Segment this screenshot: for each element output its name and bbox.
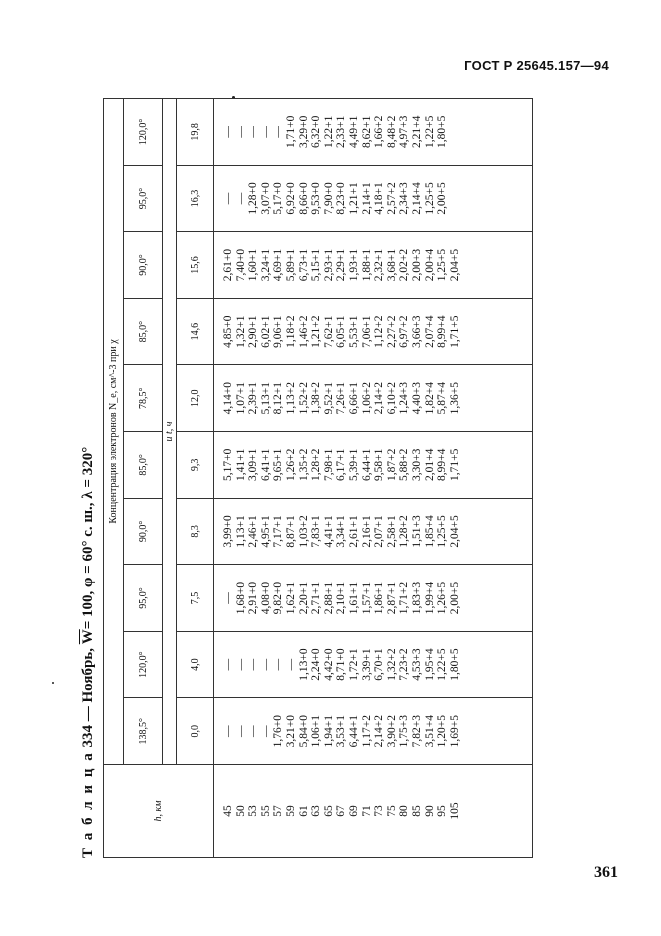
data-value: 2,46+1 <box>247 515 260 548</box>
data-value: 1,41+1 <box>234 448 247 482</box>
electron-concentration-table <box>103 98 533 858</box>
t-subheader: и t, ч <box>163 99 177 765</box>
data-value: — <box>234 725 247 737</box>
h-value: 65 <box>322 805 335 817</box>
data-value: 2,58+1 <box>385 515 398 548</box>
data-value: 1,82+4 <box>423 382 436 415</box>
data-value: — <box>222 126 234 138</box>
data-value: 1,69+5 <box>448 715 461 748</box>
h-value: 71 <box>360 805 373 817</box>
data-value: 1,13+2 <box>284 382 297 415</box>
t-header-cell: 8,3 <box>177 498 214 565</box>
data-value: 1,12+2 <box>373 315 386 348</box>
data-value: 1,28+2 <box>310 448 323 482</box>
data-value: 1,17+2 <box>360 715 373 748</box>
data-value: 2,14+1 <box>360 182 373 215</box>
data-value: 1,80+5 <box>436 115 449 149</box>
document-header: ГОСТ Р 25645.157—94 <box>464 58 609 73</box>
data-value: 3,53+1 <box>335 715 348 748</box>
data-value: — <box>259 725 272 737</box>
data-value: 2,00+5 <box>448 581 461 615</box>
data-value: 1,60+1 <box>247 248 260 282</box>
data-value: 2,71+1 <box>310 581 323 615</box>
h-value: 50 <box>234 805 247 817</box>
data-value: — <box>222 725 234 737</box>
data-value: 3,99+0 <box>222 515 234 548</box>
data-value: — <box>234 192 247 205</box>
data-value: 1,87+2 <box>385 448 398 482</box>
data-value: 2,88+1 <box>322 581 335 615</box>
data-value: 2,93+1 <box>322 248 335 282</box>
h-value: 61 <box>297 805 310 817</box>
data-value: 1,51+3 <box>410 515 423 548</box>
data-value: 4,69+1 <box>272 248 285 282</box>
data-column-cell <box>214 99 533 166</box>
data-value: 1,61+1 <box>347 581 360 615</box>
h-value: 73 <box>373 805 386 817</box>
data-value: 3,90+2 <box>385 715 398 748</box>
data-value: 2,04+5 <box>448 248 461 282</box>
h-value: 80 <box>398 805 411 817</box>
data-value: 1,85+4 <box>423 515 436 548</box>
data-value: 5,53+1 <box>347 315 360 348</box>
data-value: 1,26+2 <box>284 448 297 482</box>
chi-header-cell: 95,0° <box>124 565 163 632</box>
data-value: 7,62+1 <box>322 315 335 348</box>
data-value: 6,44+1 <box>347 715 360 748</box>
data-value: 1,25+5 <box>436 248 449 282</box>
data-value: 1,32+1 <box>234 315 247 348</box>
data-value: 1,95+4 <box>423 648 436 681</box>
data-value: 1,22+5 <box>436 648 449 681</box>
data-value: 6,92+0 <box>284 182 297 215</box>
data-value: — <box>247 658 260 671</box>
data-value: 5,13+1 <box>259 382 272 415</box>
data-value: 6,02+1 <box>259 315 272 348</box>
h-value: 63 <box>310 805 323 817</box>
data-value: 8,23+0 <box>335 182 348 215</box>
data-value: 7,40+0 <box>234 248 247 282</box>
data-value: 2,10+1 <box>335 581 348 615</box>
data-value: 1,62+1 <box>284 581 297 615</box>
data-value: 2,14+4 <box>410 182 423 215</box>
caption-dash: — <box>80 706 96 722</box>
data-value: 1,71+5 <box>448 448 461 482</box>
data-value: 8,66+0 <box>297 182 310 215</box>
data-value: 1,83+3 <box>410 581 423 615</box>
data-value: 3,30+3 <box>410 448 423 482</box>
data-value: 3,66+3 <box>410 315 423 348</box>
data-value: 6,70+1 <box>373 648 386 681</box>
data-value: 5,17+0 <box>222 448 234 482</box>
data-value: 2,24+0 <box>310 648 323 681</box>
data-column-values <box>222 365 461 431</box>
data-value: 6,41+1 <box>259 448 272 482</box>
data-column-cell <box>214 232 533 299</box>
table-data-row <box>214 99 533 858</box>
data-value: 1,71+0 <box>284 115 297 149</box>
data-value: — <box>247 126 260 138</box>
data-value: 1,52+2 <box>297 382 310 415</box>
data-value: 6,32+0 <box>310 115 323 149</box>
data-value: — <box>259 126 272 138</box>
data-value: 4,40+3 <box>410 382 423 415</box>
data-value: 2,91+0 <box>247 581 260 615</box>
data-value: — <box>222 192 234 205</box>
data-value: 2,00+4 <box>423 248 436 282</box>
data-value: 6,73+1 <box>297 248 310 282</box>
h-values <box>222 765 461 857</box>
data-value: 1,99+4 <box>423 581 436 615</box>
data-value: 9,06+1 <box>272 315 285 348</box>
caption-w-symbol: $\overline{W}$ <box>80 629 96 645</box>
ink-dot <box>52 682 54 684</box>
data-value: 7,26+1 <box>335 382 348 415</box>
data-column-values <box>222 499 461 565</box>
data-value: 1,25+5 <box>423 182 436 215</box>
data-value: 8,99+4 <box>436 315 449 348</box>
chi-header-cell: 138,5° <box>124 698 163 765</box>
data-column-values <box>222 99 449 165</box>
data-value: 1,72+1 <box>347 648 360 681</box>
t-header-cell: 9,3 <box>177 432 214 499</box>
data-value: 2,02+2 <box>398 248 411 282</box>
data-value: 3,34+1 <box>335 515 348 548</box>
data-value: 2,33+1 <box>335 115 348 149</box>
data-value: 2,87+1 <box>385 581 398 615</box>
data-value: 8,87+1 <box>284 515 297 548</box>
data-value: 1,75+3 <box>398 715 411 748</box>
data-value: 6,66+1 <box>347 382 360 415</box>
data-value: 4,53+3 <box>410 648 423 681</box>
data-value: 2,01+4 <box>423 448 436 482</box>
data-value: 2,39+1 <box>247 382 260 415</box>
data-value: 2,00+3 <box>410 248 423 282</box>
data-column-cell <box>214 631 533 698</box>
data-value: 8,48+2 <box>385 115 398 149</box>
data-value: 3,09+1 <box>247 448 260 482</box>
data-value: 1,71+2 <box>398 581 411 615</box>
data-value: 8,71+0 <box>335 648 348 681</box>
data-value: 1,86+1 <box>373 581 386 615</box>
data-value: 4,85+0 <box>222 315 234 348</box>
data-value: 5,84+0 <box>297 715 310 748</box>
data-value: 9,82+0 <box>272 581 285 615</box>
data-value: 2,07+1 <box>373 515 386 548</box>
chi-header-cell: 120,0° <box>124 631 163 698</box>
t-header-cell: 16,3 <box>177 165 214 232</box>
data-value: 9,52+1 <box>322 382 335 415</box>
data-value: 6,97+2 <box>398 315 411 348</box>
data-column-cell <box>214 498 533 565</box>
h-column-header: h, км <box>104 765 214 858</box>
data-value: 2,16+1 <box>360 515 373 548</box>
data-value: 3,21+0 <box>284 715 297 748</box>
data-value: 1,18+2 <box>284 315 297 348</box>
data-value: 9,53+0 <box>310 182 323 215</box>
data-value: 4,95+1 <box>259 515 272 548</box>
data-value: 1,28+0 <box>247 182 260 215</box>
data-value: 3,07+0 <box>259 182 272 215</box>
data-value: 2,20+1 <box>297 581 310 615</box>
data-value: — <box>284 658 297 671</box>
data-value: — <box>259 658 272 671</box>
data-value: 4,97+3 <box>398 115 411 149</box>
data-value: 4,08+0 <box>259 581 272 615</box>
data-value: 1,57+1 <box>360 581 373 615</box>
data-value: 8,12+1 <box>272 382 285 415</box>
caption-prefix: Т а б л и ц а <box>80 751 96 858</box>
data-value: 1,46+2 <box>297 315 310 348</box>
t-header-row <box>177 99 214 858</box>
chi-header-cell: 90,0° <box>124 232 163 299</box>
data-value: 5,15+1 <box>310 248 323 282</box>
data-value: 7,06+1 <box>360 315 373 348</box>
chi-header-cell: 85,0° <box>124 298 163 365</box>
data-value: 5,17+0 <box>272 182 285 215</box>
data-value: 7,17+1 <box>272 515 285 548</box>
data-column-values <box>222 698 461 764</box>
data-value: 8,62+1 <box>360 115 373 149</box>
chi-header-cell: 95,0° <box>124 165 163 232</box>
data-value: 2,21+4 <box>410 115 423 149</box>
data-value: 2,90+1 <box>247 315 260 348</box>
data-value: 1,38+2 <box>310 382 323 415</box>
data-value: 9,58+1 <box>373 448 386 482</box>
data-value: 1,03+2 <box>297 515 310 548</box>
data-value: — <box>234 126 247 138</box>
h-value: 57 <box>272 805 285 817</box>
data-value: 5,39+1 <box>347 448 360 482</box>
data-value: 1,36+5 <box>448 382 461 415</box>
data-value: 8,99+4 <box>436 448 449 482</box>
data-value: 3,24+1 <box>259 248 272 282</box>
data-value: 1,22+5 <box>423 115 436 149</box>
t-header-cell: 15,6 <box>177 232 214 299</box>
data-value: 1,21+1 <box>347 182 360 215</box>
data-value: 3,68+1 <box>385 248 398 282</box>
group-header: Концентрация электронов N_e, см^-3 при χ <box>104 99 124 765</box>
h-value: 45 <box>222 805 234 817</box>
data-value: 3,29+0 <box>297 115 310 149</box>
t-header-cell: 14,6 <box>177 298 214 365</box>
data-value: 5,88+2 <box>398 448 411 482</box>
data-value: 1,80+5 <box>448 648 461 681</box>
data-value: 7,82+3 <box>410 715 423 748</box>
h-values-cell <box>214 765 533 858</box>
data-value: 2,34+3 <box>398 182 411 215</box>
page-number: 361 <box>594 864 618 881</box>
rotated-table-block <box>75 98 545 858</box>
data-column-cell <box>214 298 533 365</box>
chi-header-row <box>124 99 163 858</box>
t-header-cell: 0,0 <box>177 698 214 765</box>
data-value: 2,61+1 <box>347 515 360 548</box>
data-value: 6,05+1 <box>335 315 348 348</box>
data-value: 2,27+2 <box>385 315 398 348</box>
data-value: 5,89+1 <box>284 248 297 282</box>
data-value: 6,10+2 <box>385 382 398 415</box>
data-value: 1,76+0 <box>272 715 285 748</box>
data-value: 7,83+1 <box>310 515 323 548</box>
h-value: 105 <box>448 802 461 820</box>
caption-number: 334 <box>80 725 96 748</box>
data-column-cell <box>214 432 533 499</box>
data-value: 1,68+0 <box>234 581 247 615</box>
chi-header-cell: 78,5° <box>124 365 163 432</box>
data-column-values <box>222 565 461 631</box>
data-value: 1,93+1 <box>347 248 360 282</box>
h-value: 95 <box>436 805 449 817</box>
chi-header-cell: 120,0° <box>124 99 163 166</box>
data-value: 2,29+1 <box>335 248 348 282</box>
data-value: 2,07+4 <box>423 315 436 348</box>
data-value: 3,51+4 <box>423 715 436 748</box>
chi-header-cell: 90,0° <box>124 498 163 565</box>
data-value: 1,22+1 <box>322 115 335 149</box>
h-value: 55 <box>259 805 272 817</box>
data-value: 7,98+1 <box>322 448 335 482</box>
t-header-cell: 12,0 <box>177 365 214 432</box>
data-value: — <box>222 592 234 604</box>
caption-month: Ноябрь, <box>80 648 96 703</box>
data-value: 1,32+2 <box>385 648 398 681</box>
data-value: 2,14+2 <box>373 715 386 748</box>
t-header-cell: 19,8 <box>177 99 214 166</box>
data-column-values <box>222 632 461 698</box>
h-value: 85 <box>410 805 423 817</box>
h-value: 69 <box>347 805 360 817</box>
data-value: 4,14+0 <box>222 382 234 415</box>
data-value: — <box>272 126 285 138</box>
data-value: 7,90+0 <box>322 182 335 215</box>
table-caption <box>75 447 101 858</box>
data-column-values <box>222 432 461 498</box>
data-value: 1,88+1 <box>360 248 373 282</box>
data-value: 1,26+5 <box>436 581 449 615</box>
h-value: 75 <box>385 805 398 817</box>
data-value: — <box>222 658 234 671</box>
data-value: 7,23+2 <box>398 648 411 681</box>
chi-header-cell: 85,0° <box>124 432 163 499</box>
data-value: 4,18+1 <box>373 182 386 215</box>
data-value: 1,13+1 <box>234 515 247 548</box>
data-column-cell <box>214 565 533 632</box>
caption-rest: = 100, φ = 60° с. ш., λ = 320° <box>80 446 96 630</box>
data-value: 2,14+2 <box>373 382 386 415</box>
data-value: 1,24+3 <box>398 382 411 415</box>
data-value: 4,49+1 <box>347 115 360 149</box>
t-header-cell: 4,0 <box>177 631 214 698</box>
data-value: 1,06+2 <box>360 382 373 415</box>
data-value: — <box>234 658 247 671</box>
data-value: 1,07+1 <box>234 382 247 415</box>
h-value: 53 <box>247 805 260 817</box>
data-value: 2,32+1 <box>373 248 386 282</box>
data-value: 1,35+2 <box>297 448 310 482</box>
data-value: — <box>272 658 285 671</box>
data-value: 1,06+1 <box>310 715 323 748</box>
data-value: 2,57+2 <box>385 182 398 215</box>
data-value: 5,87+4 <box>436 382 449 415</box>
data-value: — <box>247 725 260 737</box>
data-column-values <box>222 232 461 298</box>
data-value: 2,04+5 <box>448 515 461 548</box>
data-value: 6,44+1 <box>360 448 373 482</box>
data-value: 1,66+2 <box>373 115 386 149</box>
t-header-cell: 7,5 <box>177 565 214 632</box>
data-column-cell <box>214 698 533 765</box>
data-value: 2,61+0 <box>222 248 234 282</box>
data-value: 4,41+1 <box>322 515 335 548</box>
h-value: 67 <box>335 805 348 817</box>
data-value: 1,13+0 <box>297 648 310 681</box>
data-value: 1,20+5 <box>436 715 449 748</box>
data-value: 1,25+5 <box>436 515 449 548</box>
data-value: 1,28+2 <box>398 515 411 548</box>
h-value: 59 <box>284 805 297 817</box>
data-value: 1,21+2 <box>310 315 323 348</box>
data-value: 3,39+1 <box>360 648 373 681</box>
data-value: 2,00+5 <box>436 182 449 215</box>
data-value: 1,71+5 <box>448 315 461 348</box>
h-value: 90 <box>423 805 436 817</box>
data-value: 1,94+1 <box>322 715 335 748</box>
data-value: 6,17+1 <box>335 448 348 482</box>
data-value: 9,65+1 <box>272 448 285 482</box>
data-column-cell <box>214 365 533 432</box>
data-column-values <box>222 299 461 365</box>
data-value: 4,42+0 <box>322 648 335 681</box>
data-column-values <box>222 166 449 232</box>
data-column-cell <box>214 165 533 232</box>
